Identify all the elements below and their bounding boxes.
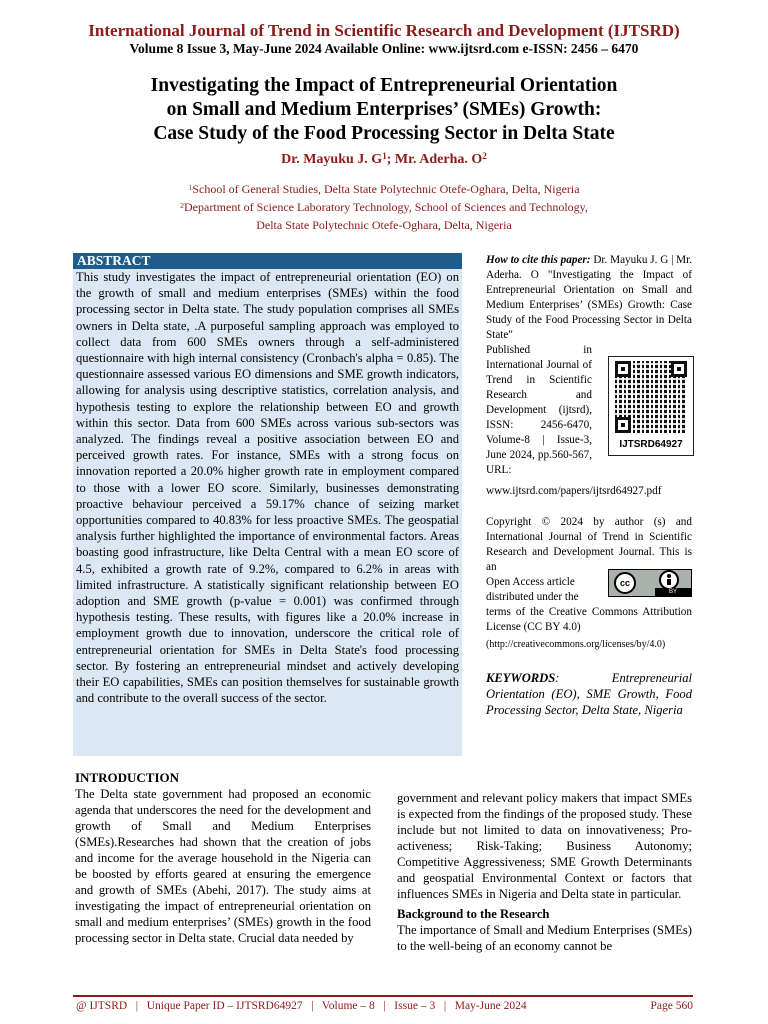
copyright-text-side: Open Access article distributed under the — [486, 576, 579, 603]
background-heading: Background to the Research — [397, 907, 550, 921]
author-line — [0, 151, 768, 169]
background-text: The importance of Small and Medium Enterprises (SMEs) to the well-being of an economy cannot be — [397, 923, 692, 953]
introduction-column-left — [75, 770, 371, 946]
author-2: Mr. Aderha. O — [394, 152, 483, 167]
author-2-sup: 2 — [482, 150, 487, 161]
copyright-text-bottom: terms of the Creative Commons Attribution License (CC BY 4.0) — [486, 606, 692, 633]
citation-text-top: Dr. Mayuku J. G | Mr. Aderha. O "Investigating the Impact of Entrepreneurial Orientation on Small and Medium Enterprises’ (SMEs) Growth: Case Study of the Food Processing Sector in Delta State" — [486, 254, 693, 341]
qr-paper-id: IJTSRD64927 — [619, 439, 683, 450]
paper-title — [40, 74, 728, 146]
affiliation-2a: Department of Science Laboratory Technology, School of Sciences and Technology, — [184, 200, 588, 214]
keywords-text: Entrepreneurial Orientation (EO), SME Growth, Food Processing Sector, Delta State, Nigeria — [486, 671, 692, 717]
affil-1-sup: 1 — [188, 182, 193, 192]
abstract-heading: ABSTRACT — [73, 253, 462, 269]
title-line-1: Investigating the Impact of Entrepreneurial Orientation — [150, 75, 618, 96]
cc-by-license-icon[interactable] — [608, 569, 692, 597]
citation-url[interactable]: www.ijtsrd.com/papers/ijtsrd64927.pdf — [486, 485, 662, 497]
introduction-column-right — [397, 790, 692, 954]
qr-code-icon — [615, 361, 687, 433]
volume-line: Volume 8 Issue 3, May-June 2024 Available Online: www.ijtsrd.com e-ISSN: 2456 – 6470 — [129, 41, 639, 56]
introduction-text-left: The Delta state government had proposed an economic agenda that underscores the need for the development and growth of Small and Medium Enterprises (SMEs).Researches had shown that the creation of jobs and income for the average household in the Nigeria can be boosted by efforts geared at ensuring the emergence and growth of SMEs (Abehi, 2017). The study aims at investigating the impact of entrepreneurial orientation on small and medium enterprises’ (SMEs) growth in the food processing sector in Delta state. Crucial data needed by — [75, 787, 371, 945]
by-label: BY — [655, 588, 691, 596]
page-number: Page 560 — [650, 1000, 693, 1012]
journal-name: International Journal of Trend in Scientific Research and Development (IJTSRD) — [88, 21, 680, 40]
keywords-label: KEYWORDS — [486, 671, 556, 685]
citation-colon: : — [586, 254, 591, 266]
title-line-3: Case Study of the Food Processing Sector in Delta State — [153, 123, 615, 144]
author-1: Dr. Mayuku J. G — [281, 152, 383, 167]
author-1-sup: 1 — [382, 150, 387, 161]
title-line-2: on Small and Medium Enterprises’ (SMEs) Growth: — [166, 99, 602, 120]
affil-2-sup: 2 — [180, 200, 185, 210]
abstract-text: This study investigates the impact of entrepreneurial orientation (EO) on the growth of small and medium enterprises (SMEs) within the food processing sector in Delta state. The study population comprises all SMEs owners in Delta state, .A purposeful sampling approach was employed to collect data from 600 SMEs owners through a self-administered questionnaire with high internal consistency (Cronbach's alpha = 0.85). The questionnaire assessed various EO dimensions and SME growth indicators, allowing for analysis using descriptive statistics, correlation analysis, and hypothesis testing to explore the relationship between EO and growth within this sector. Data from 600 SMEs across various sub-sectors was analyzed. The findings reveal a positive association between EO and perceived growth rates. For instance, SMEs with a strong focus on innovation reported a 20.0% higher growth rate in employment compared to those with a lower EO score. Similarly, businesses demonstrating proactive behaviour perceived a 59.17% chance of seizing market opportunities compared to 40.83% for less proactive SMEs. The geospatial analysis further highlighted the importance of environmental factors. Areas boasting good infrastructure, like Delta Central with a mean EO score of 4.5, exhibited a growth rate of 9.2%, compared to 6.2% in areas with limited infrastructure. A statistically significant relationship between EO adoption and SME growth (p-value = 0.001) was confirmed through hypothesis testing. These results, with figures like a 20.0% increase in employment growth due to innovation, underscore the critical role of entrepreneurial orientation for SMEs in Delta State's food processing sector. By fostering an entrepreneurial mindset and actively developing their EO capabilities, SMEs can position themselves for sustainable growth and contribute to the overall success of the sector. — [76, 270, 459, 706]
introduction-heading: INTRODUCTION — [75, 770, 180, 785]
footer-left: @ IJTSRD | Unique Paper ID – IJTSRD64927 | Volume – 8 | Issue – 3 | May-June 2024 — [76, 1000, 527, 1012]
qr-code-box — [608, 356, 694, 456]
citation-text-side: Published in International Journal of Trend in Scientific Research and Development (ijtsrd), ISSN: 2456-6470, Volume-8 | Issue-3, June 2024, pp.560-567, URL: — [486, 344, 592, 476]
copyright-text-top: Copyright © 2024 by author (s) and International Journal of Trend in Scientific Research and Development Journal. This is an — [486, 516, 692, 573]
affiliation-1: School of General Studies, Delta State Polytechnic Otefe-Oghara, Delta, Nigeria — [192, 182, 580, 196]
license-url[interactable]: (http://creativecommons.org/licenses/by/4.0) — [486, 639, 666, 650]
keywords-colon: : — [555, 671, 560, 685]
keywords-block — [486, 670, 692, 718]
footer-divider — [73, 995, 693, 997]
author-separator: ; — [386, 152, 395, 167]
attribution-person-icon — [659, 570, 679, 590]
affiliations — [60, 180, 708, 234]
citation-label: How to cite this paper — [486, 254, 587, 266]
introduction-text-right: government and relevant policy makers that impact SMEs is expected from the findings of the proposed study. These include but not limited to data on innovativeness; Pro-activeness; Risk-Taking; Business Autonomy; Competitive Aggressiveness; SME Growth Determinants and geospatial Environmental Context or factors that influences SMEs in Nigeria and Delta state in particular. — [397, 791, 692, 901]
abstract-box — [73, 253, 462, 756]
affiliation-2b: Delta State Polytechnic Otefe-Oghara, Delta, Nigeria — [256, 218, 512, 232]
cc-icon: cc — [614, 572, 636, 594]
